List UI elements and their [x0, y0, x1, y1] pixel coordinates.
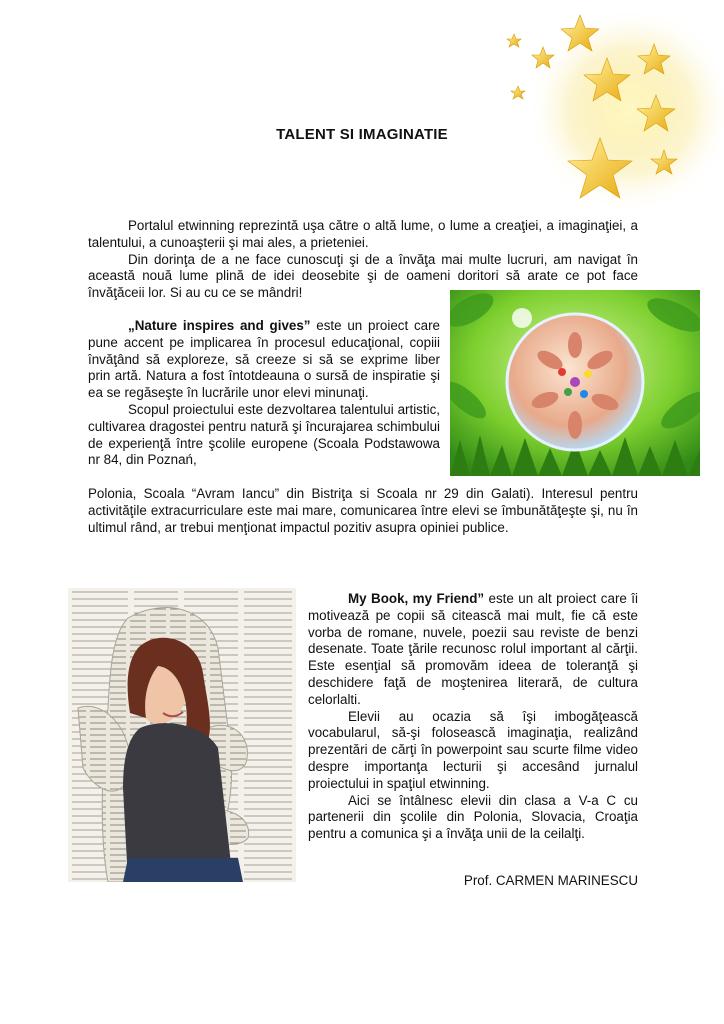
- author-signature: Prof. CARMEN MARINESCU: [463, 873, 638, 888]
- nature-project-section: [88, 318, 440, 469]
- book-project-section: [308, 591, 638, 843]
- nature-paragraph-2-continued-wrap: [88, 486, 638, 536]
- nature-project-name: „Nature inspires and gives”: [128, 318, 311, 333]
- nature-paragraph-2: Scopul proiectului este dezvoltarea talentului artistic, cultivarea dragostei pentru natură şi încurajarea schimbului de experienţă între şcolile europene (Scoala Podstawowa nr 84, din Poznań,: [88, 401, 440, 468]
- intro-paragraph-1: Portalul etwinning reprezintă uşa către o altă lume, o lume a creaţiei, a imaginaţiei, a talentului, a cunoaşterii şi mai ales, a prieteniei.: [88, 218, 638, 250]
- intro-paragraph-2: Din dorinţa de a ne face cunoscuţi şi de a învăţa mai multe lucruri, am navigat în această nouă lume plină de idei deosebite şi de oameni doritori să arate ce pot face învăţăceii lor. Si au cu ce se mândri!: [88, 251, 638, 301]
- nature-hands-image: [450, 290, 700, 476]
- nature-paragraph-1-text: este un proiect care pune accent pe implicarea în procesul educaţional, copiii învăţând să exploreze, să creeze si să se exprime liber prin artă. Natura a fost întotdeauna o sursă de inspiratie şi ea se regăseşte în lucrările unor elevi minunaţi.: [88, 318, 440, 401]
- nature-paragraph-2-continued: Polonia, Scoala “Avram Iancu” din Bistriţa si Scoala nr 29 din Galati). Interesul pentru activităţile extracurriculare este mai mare, comunicarea între elevi se îmbunătăţeşte şi, nu în ultimul rând, ar trebui menţionat impactul pozitiv asupra opiniei publice.: [88, 486, 638, 535]
- book-paragraph-2: Elevii au ocazia să îşi imbogăţească vocabularul, să-şi folosească imaginaţia, realizând prezentări de cărţi în powerpoint sau scurte filme video despre importanţa lecturii şi accesând jurnalul proiectului in spaţiul etwinning.: [308, 708, 638, 791]
- book-paragraph-1: [308, 591, 638, 709]
- star-icon: [507, 34, 521, 47]
- book-paragraph-3: Aici se întâlnesc elevii din clasa a V-a C cu partenerii din şcolile din Polonia, Slovacia, Croaţia pentru a comunica şi a învăţa unii de la ceilalţi.: [308, 792, 638, 842]
- book-paragraph-1-text: este un alt proiect care îi motivează pe copii să citească mai mult, fie că este vorba de romane, nuvele, poezii sau reviste de benzi desenate. Toate ţările recunosc rolul important al cărţii. Este esenţial să promovăm ideea de toleranţă şi deschidere faţă de moştenirea literară, de cultura celorlalti.: [308, 591, 638, 707]
- page-title: TALENT SI IMAGINATIE: [276, 126, 448, 143]
- stars-decoration: [490, 0, 724, 215]
- nature-paragraph-1: [88, 318, 440, 402]
- book-project-name: My Book, my Friend”: [348, 591, 485, 606]
- girl-hugging-book-image: [68, 588, 296, 882]
